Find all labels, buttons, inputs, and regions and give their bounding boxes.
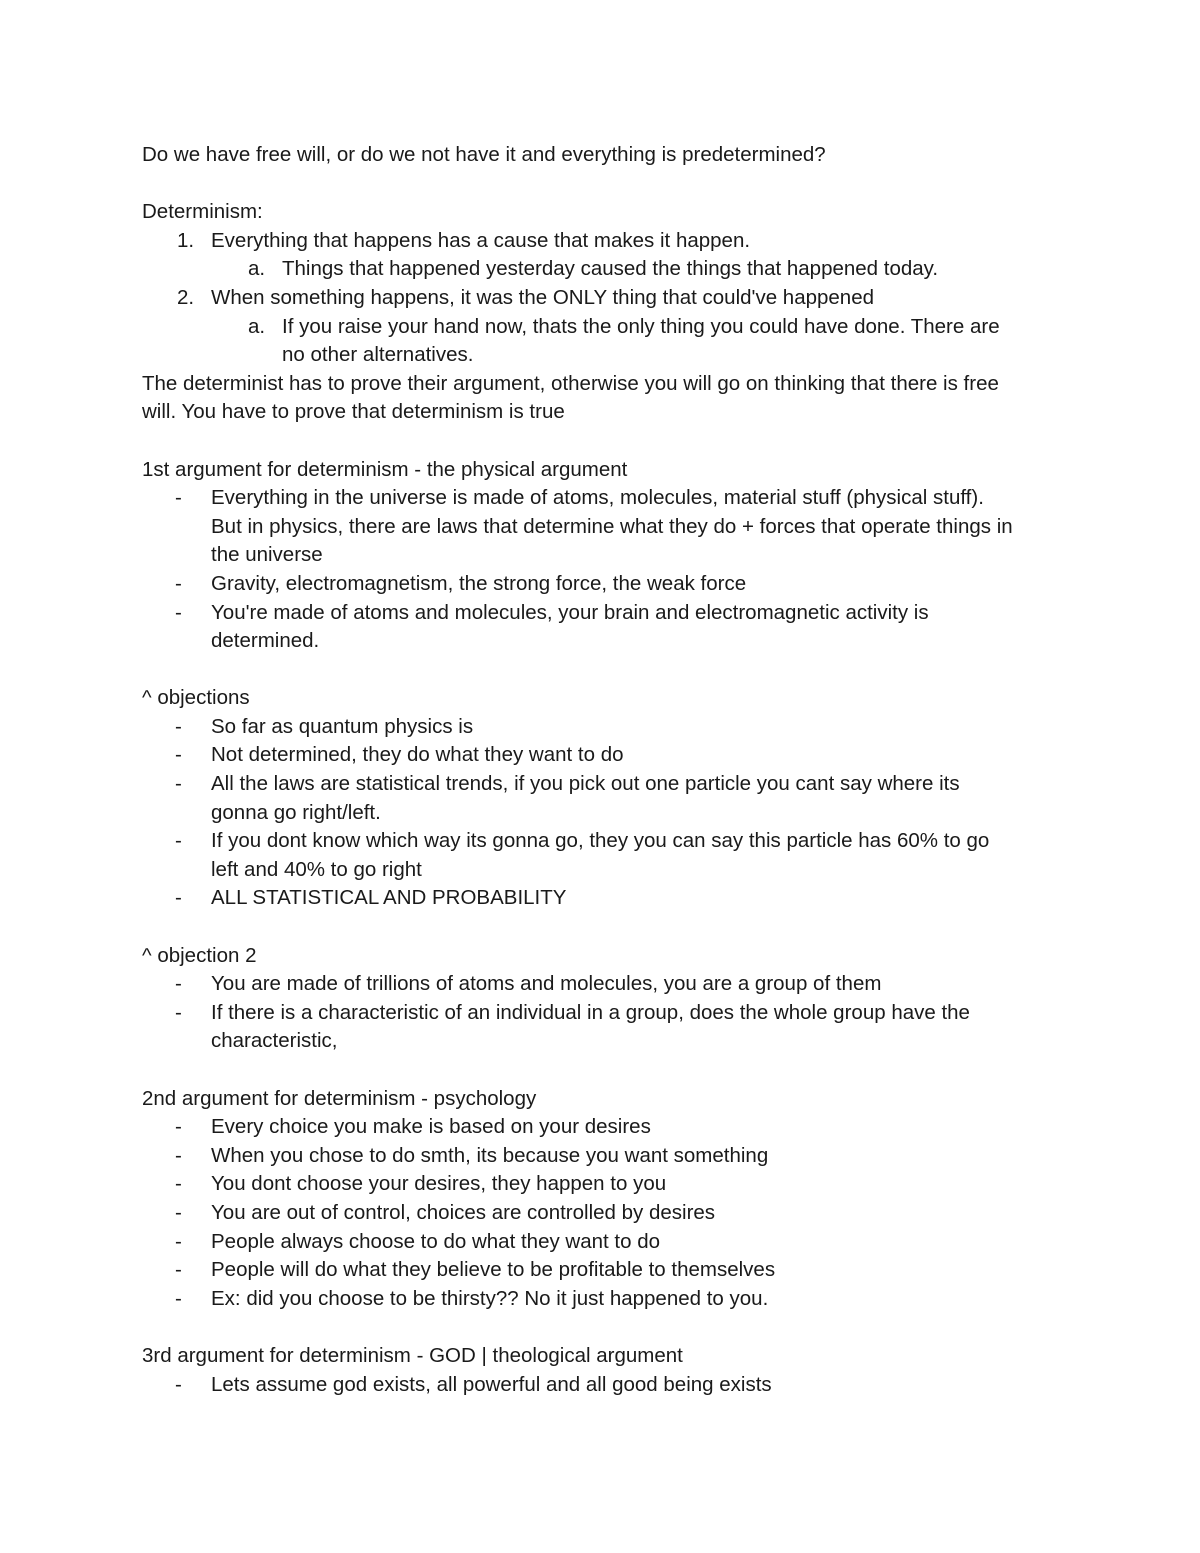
section-objections2 [142, 942, 1072, 1056]
bullet-text-line: You are out of control, choices are controlled by desires [211, 1200, 716, 1224]
dash-marker: - [175, 743, 182, 767]
opening-question: Do we have free will, or do we not have it and everything is predetermined? [142, 143, 826, 166]
document-body [142, 141, 1072, 1399]
spacer [142, 170, 1072, 199]
list-item-text-line: If you raise your hand now, thats the only thing you could have done. There are [282, 314, 1000, 338]
list-number: 2. [177, 285, 195, 309]
bullet-item [142, 884, 1072, 913]
bullet-item [142, 1228, 1072, 1257]
dash-marker: - [175, 1172, 182, 1196]
spacer [142, 1056, 1072, 1085]
list-item-text-line: no other alternatives. [282, 343, 474, 367]
section-heading: ^ objections [142, 686, 250, 710]
bullet-text-line: You dont choose your desires, they happen to you [211, 1172, 667, 1196]
bullet-text-line: People will do what they believe to be profitable to themselves [211, 1258, 776, 1282]
spacer [142, 913, 1072, 942]
list-number: 1. [177, 228, 195, 252]
list-item-text: Things that happened yesterday caused the things that happened today. [282, 257, 939, 281]
determinism-subitem-2a [142, 313, 1072, 370]
list-item-text: When something happens, it was the ONLY thing that could've happened [211, 285, 875, 309]
bullet-item [142, 999, 1072, 1056]
dash-marker: - [175, 1200, 182, 1224]
bullet-item [142, 741, 1072, 770]
bullet-text-line: ALL STATISTICAL AND PROBABILITY [211, 886, 567, 910]
section-heading: 1st argument for determinism - the physical argument [142, 457, 628, 481]
section-arg2 [142, 1085, 1072, 1314]
bullet-item [142, 599, 1072, 656]
spacer [142, 656, 1072, 685]
bullet-text-line: Ex: did you choose to be thirsty?? No it just happened to you. [211, 1286, 769, 1310]
bullet-text-line: characteristic, [211, 1029, 338, 1053]
bullet-text-line: If there is a characteristic of an individual in a group, does the whole group have the [211, 1000, 970, 1024]
bullet-text-line: the universe [211, 543, 323, 567]
bullet-text-line: Lets assume god exists, all powerful and all good being exists [211, 1372, 772, 1396]
bullet-item [142, 484, 1072, 570]
dash-marker: - [175, 571, 182, 595]
dash-marker: - [175, 829, 182, 853]
bullet-text-line: gonna go right/left. [211, 800, 381, 824]
bullet-text-line: You're made of atoms and molecules, your brain and electromagnetic activity is [211, 600, 929, 624]
bullet-text-line: When you chose to do smth, its because you want something [211, 1143, 769, 1167]
dash-marker: - [175, 600, 182, 624]
section-heading: 2nd argument for determinism - psychology [142, 1086, 537, 1110]
spacer [142, 1313, 1072, 1342]
section-heading: ^ objection 2 [142, 943, 257, 967]
determinism-item-2 [142, 284, 1072, 313]
dash-marker: - [175, 1258, 182, 1282]
bullet-text-line: Gravity, electromagnetism, the strong force, the weak force [211, 571, 747, 595]
spacer [142, 427, 1072, 456]
dash-marker: - [175, 1372, 182, 1396]
bullet-item [142, 713, 1072, 742]
dash-marker: - [175, 714, 182, 738]
bullet-item [142, 1256, 1072, 1285]
bullet-text-line: determined. [211, 629, 320, 653]
bullet-text-line: People always choose to do what they want to do [211, 1229, 661, 1253]
bullet-item [142, 970, 1072, 999]
bullet-text-line: All the laws are statistical trends, if you pick out one particle you cant say where its [211, 772, 960, 796]
dash-marker: - [175, 886, 182, 910]
section-heading: 3rd argument for determinism - GOD | theological argument [142, 1343, 683, 1367]
bullet-text-line: So far as quantum physics is [211, 714, 474, 738]
determinism-subitem-1a [142, 255, 1072, 284]
bullet-item [142, 1113, 1072, 1142]
dash-marker: - [175, 1000, 182, 1024]
bullet-item [142, 1142, 1072, 1171]
dash-marker: - [175, 972, 182, 996]
determinism-heading: Determinism: [142, 200, 263, 224]
bullet-item [142, 570, 1072, 599]
bullet-text-line: You are made of trillions of atoms and molecules, you are a group of them [211, 972, 882, 996]
dash-marker: - [175, 772, 182, 796]
bullet-item [142, 827, 1072, 884]
section-objections1 [142, 684, 1072, 913]
dash-marker: - [175, 1115, 182, 1139]
prove-paragraph-line: The determinist has to prove their argument, otherwise you will go on thinking that there is free [142, 371, 999, 395]
dash-marker: - [175, 1143, 182, 1167]
bullet-text-line: Not determined, they do what they want to do [211, 743, 624, 767]
prove-paragraph-line: will. You have to prove that determinism is true [142, 400, 565, 424]
list-letter: a. [248, 257, 266, 281]
bullet-text-line: Everything in the universe is made of atoms, molecules, material stuff (physical stuff). [211, 486, 984, 510]
bullet-item [142, 770, 1072, 827]
bullet-text-line: left and 40% to go right [211, 857, 422, 881]
dash-marker: - [175, 1286, 182, 1310]
bullet-item [142, 1170, 1072, 1199]
section-arg3 [142, 1342, 1072, 1399]
dash-marker: - [175, 1229, 182, 1253]
determinism-item-1 [142, 227, 1072, 256]
bullet-text-line: But in physics, there are laws that determine what they do + forces that operate things in [211, 514, 1013, 538]
bullet-item [142, 1199, 1072, 1228]
bullet-text-line: If you dont know which way its gonna go, they you can say this particle has 60% to go [211, 829, 990, 853]
dash-marker: - [175, 486, 182, 510]
list-item-text: Everything that happens has a cause that makes it happen. [211, 228, 751, 252]
section-arg1 [142, 456, 1072, 656]
bullet-item [142, 1371, 1072, 1400]
bullet-text-line: Every choice you make is based on your desires [211, 1115, 651, 1139]
bullet-item [142, 1285, 1072, 1314]
list-letter: a. [248, 314, 266, 338]
